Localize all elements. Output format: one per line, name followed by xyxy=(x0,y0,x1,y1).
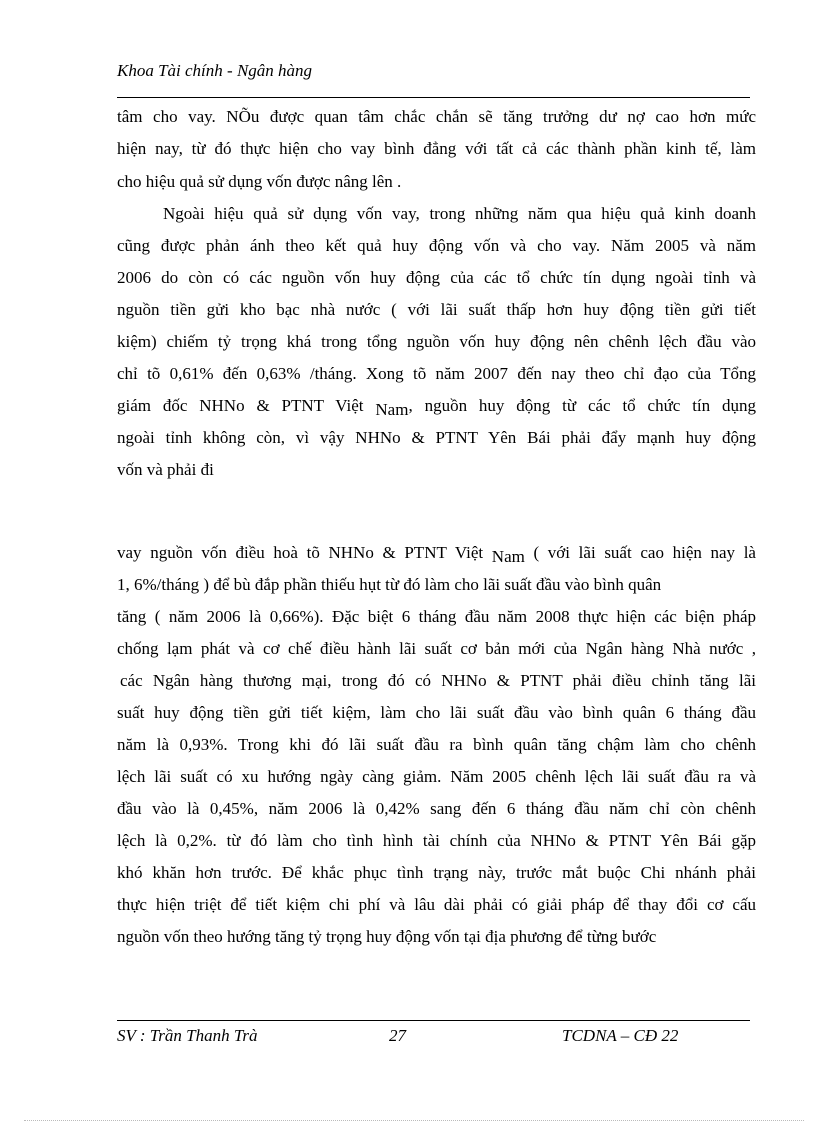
body-line: kiệm) chiếm tỷ trọng khá trong tổng nguồn vốn huy động nên chênh lệch đầu vào xyxy=(117,332,756,351)
body-line: ngoài tỉnh không còn, vì vậy NHNo & PTNT Yên Bái phải đẩy mạnh huy động xyxy=(117,428,756,447)
page-number: 27 xyxy=(389,1026,406,1045)
body-line: suất huy động tiền gửi tiết kiệm, làm cho lãi suất đầu vào bình quân 6 tháng đầu xyxy=(117,703,756,722)
body-line: các Ngân hàng thương mại, trong đó có NHNo & PTNT phải điều chỉnh tăng lãi xyxy=(120,671,756,690)
body-line: lệch lãi suất có xu hướng ngày càng giảm. Năm 2005 chênh lệch lãi suất đầu ra và xyxy=(117,767,756,786)
body-line: thực hiện triệt để tiết kiệm chi phí và lâu dài phải có giải pháp để thay đổi cơ cấu xyxy=(117,895,756,914)
body-line: nguồn vốn theo hướng tăng tỷ trọng huy động vốn tại địa phương để từng bước xyxy=(117,927,657,946)
body-line: cũng được phản ánh theo kết quả huy động vốn và cho vay. Năm 2005 và năm xyxy=(117,236,756,255)
line-part: , nguồn huy động từ các tổ chức tín dụng xyxy=(408,396,756,415)
line-part: ( với lãi suất cao hiện nay là xyxy=(524,543,756,562)
body-line: đầu vào là 0,45%, năm 2006 là 0,42% sang đến 6 tháng đầu năm chỉ còn chênh xyxy=(117,799,756,818)
subscript-text: Nam xyxy=(491,547,525,566)
header-title: Khoa Tài chính - Ngân hàng xyxy=(117,61,313,80)
subscript-text: Nam xyxy=(375,400,409,419)
page-bottom-border xyxy=(24,1120,804,1121)
footer-class-code: TCDNA – CĐ 22 xyxy=(562,1026,679,1045)
footer-author: SV : Trần Thanh Trà xyxy=(117,1026,258,1045)
body-line: cho hiệu quả sử dụng vốn được nâng lên . xyxy=(117,172,402,191)
line-part: giám đốc NHNo & PTNT Việt xyxy=(117,396,364,415)
body-line: vốn và phải đi xyxy=(117,460,214,479)
header-divider xyxy=(117,97,750,98)
body-line: nguồn tiền gửi kho bạc nhà nước ( với lãi suất thấp hơn huy động tiền gửi tiết xyxy=(117,300,756,319)
body-line: 1, 6%/tháng ) để bù đắp phần thiếu hụt từ đó làm cho lãi suất đầu vào bình quân xyxy=(117,575,662,594)
body-line: tâm cho vay. NÕu được quan tâm chắc chắn sẽ tăng trưởng dư nợ cao hơn mức xyxy=(117,107,756,126)
line-part: vay nguồn vốn điều hoà tõ NHNo & PTNT Việt xyxy=(117,543,484,562)
body-line: lệch là 0,2%. từ đó làm cho tình hình tài chính của NHNo & PTNT Yên Bái gặp xyxy=(117,831,756,850)
body-line: khó khăn hơn trước. Để khắc phục tình trạng này, trước mắt buộc Chi nhánh phải xyxy=(117,863,756,882)
body-line: chỉ tõ 0,61% đến 0,63% /tháng. Xong tõ năm 2007 đến nay theo chỉ đạo của Tổng xyxy=(117,364,756,383)
paragraph-first-line: Ngoài hiệu quả sử dụng vốn vay, trong những năm qua hiệu quả kinh doanh xyxy=(163,204,756,223)
body-line-with-subscript xyxy=(117,542,756,564)
body-line: chống lạm phát và cơ chế điều hành lãi suất cơ bản mới của Ngân hàng Nhà nước , xyxy=(117,639,756,658)
body-line: năm là 0,93%. Trong khi đó lãi suất đầu ra bình quân tăng chậm làm cho chênh xyxy=(117,735,756,754)
body-line: 2006 do còn có các nguồn vốn huy động của các tổ chức tín dụng ngoài tỉnh và xyxy=(117,268,756,287)
body-line: tăng ( năm 2006 là 0,66%). Đặc biệt 6 tháng đầu năm 2008 thực hiện các biện pháp xyxy=(117,607,756,626)
footer-divider xyxy=(117,1020,750,1021)
body-line: hiện nay, từ đó thực hiện cho vay bình đẳng với tất cả các thành phần kinh tế, làm xyxy=(117,139,756,158)
body-line-with-subscript xyxy=(117,395,756,417)
